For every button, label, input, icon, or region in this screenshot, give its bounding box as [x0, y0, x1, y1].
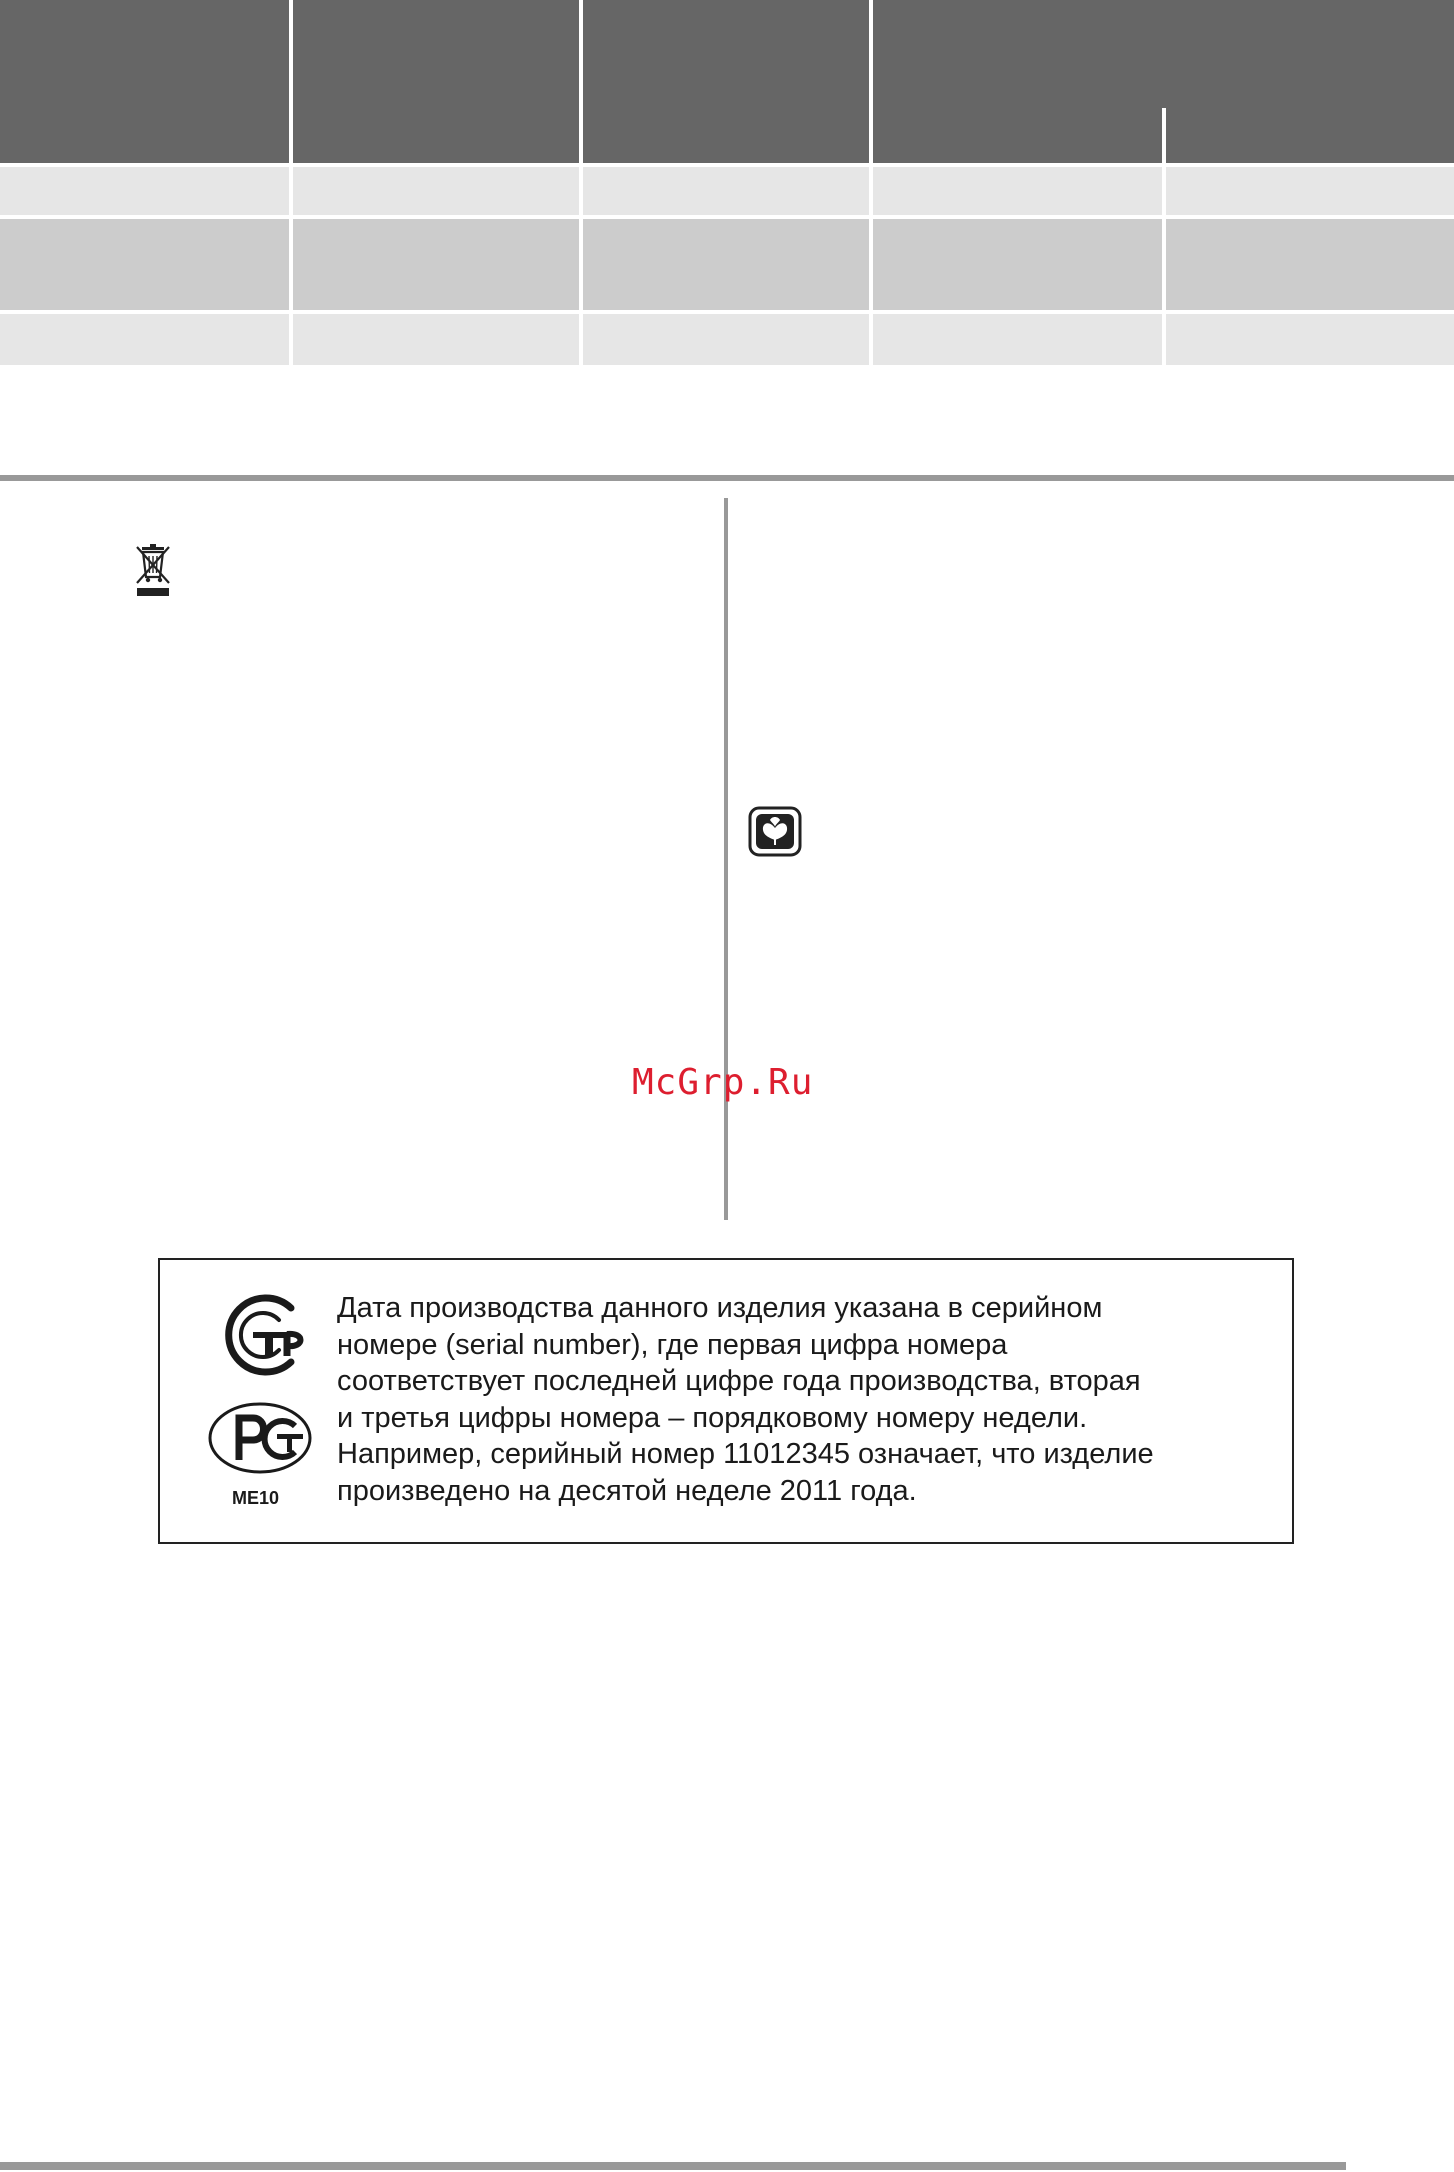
notice-line: произведено на десятой неделе 2011 года.: [337, 1474, 917, 1507]
table-cell: [0, 219, 289, 310]
table-cell: [583, 167, 869, 215]
table-cell: [583, 314, 869, 365]
table-cell: [1166, 219, 1454, 310]
table-cell: [873, 219, 1162, 310]
notice-text: [337, 1290, 1277, 1509]
table-header-cell: [0, 0, 289, 163]
environment-flower-icon: [748, 806, 802, 857]
table-cell: [873, 167, 1162, 215]
table-header-cell: [293, 0, 579, 163]
table-cell: [1166, 314, 1454, 365]
watermark: McGrp.Ru: [632, 1062, 814, 1103]
table-cell: [0, 167, 289, 215]
production-date-notice: [158, 1258, 1294, 1544]
table-header-subdivider: [1162, 108, 1166, 163]
notice-line: Например, серийный номер 11012345 означает, что изделие: [337, 1438, 1154, 1470]
table-cell: [293, 314, 579, 365]
notice-line: соответствует последней цифре года производства, вторая: [337, 1365, 1141, 1397]
table-header-cell: [583, 0, 869, 163]
notice-line: номере (serial number), где первая цифра номера: [337, 1328, 1008, 1361]
notice-line: и третья цифры номера – порядковому номеру недели.: [337, 1401, 1088, 1434]
notice-line: Дата производства данного изделия указана в серийном: [337, 1292, 1103, 1324]
column-divider: [724, 498, 728, 1220]
footer-rule: [0, 2162, 1346, 2170]
section-divider: [0, 475, 1454, 481]
table-cell: [0, 314, 289, 365]
gost-certification-mark-icon: [205, 1294, 315, 1376]
table-cell: [583, 219, 869, 310]
table-cell: [1166, 167, 1454, 215]
table-cell: [293, 167, 579, 215]
pct-certification-mark-icon: [205, 1400, 315, 1476]
crossed-out-bin-icon: [134, 543, 172, 597]
table-cell: [293, 219, 579, 310]
table-cell: [873, 314, 1162, 365]
certificate-code: ME10: [232, 1488, 280, 1508]
